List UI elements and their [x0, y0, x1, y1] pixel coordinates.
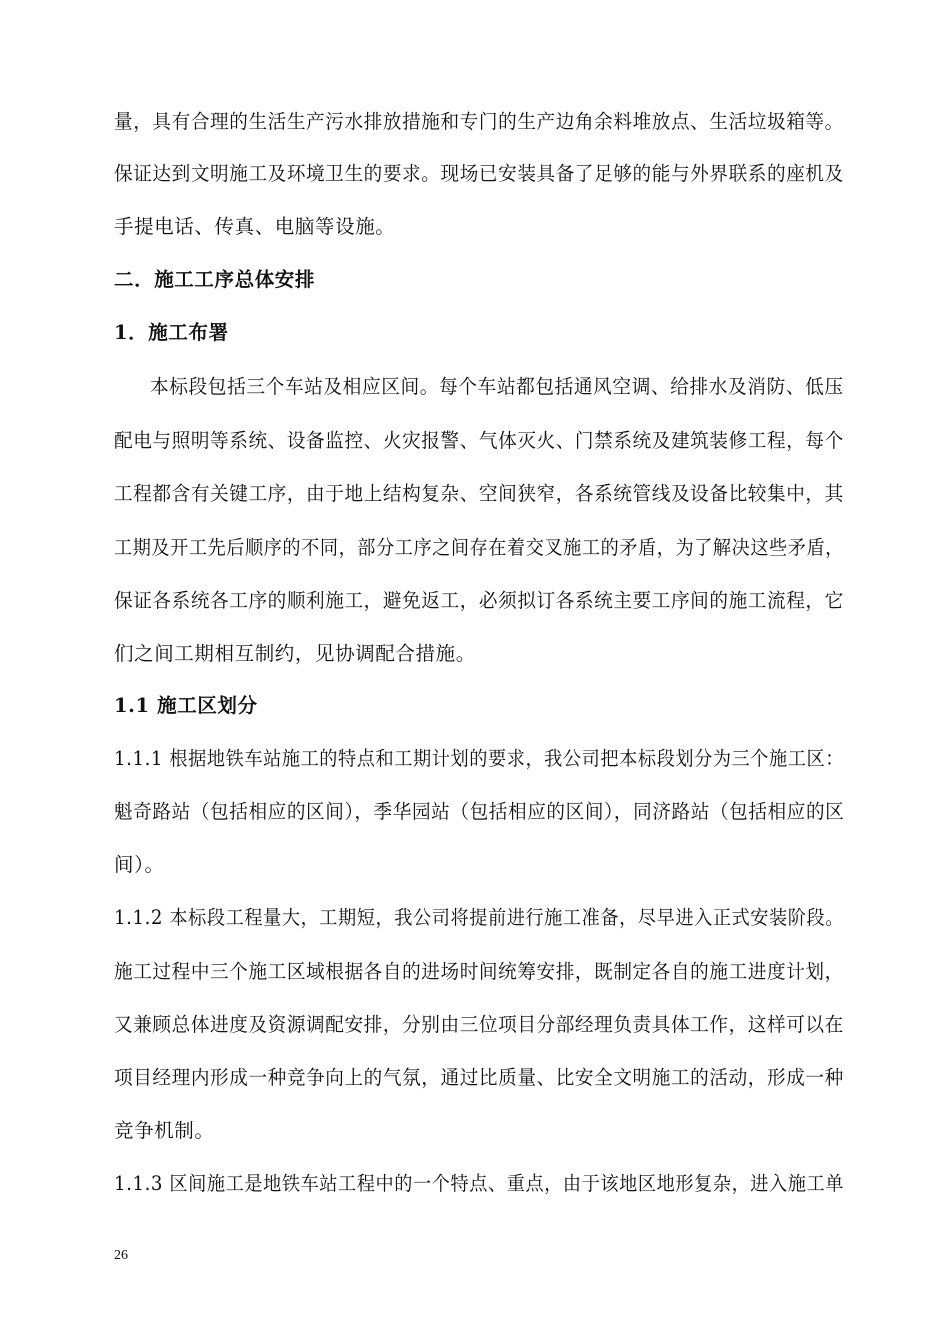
paragraph-line: 施工过程中三个施工区域根据各自的进场时间统筹安排，既制定各自的施工进度计划， [114, 960, 844, 983]
paragraph-line: 手提电话、传真、电脑等设施。 [114, 215, 396, 238]
paragraph-line: 项目经理内形成一种竞争向上的气氛，通过比质量、比安全文明施工的活动，形成一种 [114, 1066, 844, 1089]
paragraph-line: 竞争机制。 [114, 1119, 215, 1142]
paragraph-line: 1.1.3 区间施工是地铁车站工程中的一个特点、重点，由于该地区地形复杂，进入施工单 [114, 1172, 845, 1195]
paragraph-line: 工期及开工先后顺序的不同，部分工序之间存在着交叉施工的矛盾，为了解决这些矛盾， [114, 536, 844, 559]
paragraph-line: 魁奇路站（包括相应的区间），季华园站（包括相应的区间），同济路站（包括相应的区 [114, 800, 845, 823]
subsection-heading: 1.1 施工区划分 [114, 694, 258, 717]
page-number: 26 [114, 1248, 128, 1263]
paragraph-line: 保证各系统各工序的顺利施工，避免返工，必须拟订各系统主要工序间的施工流程，它 [114, 589, 844, 612]
paragraph-line: 配电与照明等系统、设备监控、火灾报警、气体灭火、门禁系统及建筑装修工程，每个 [114, 429, 844, 452]
subsection-heading: 1．施工布署 [114, 321, 229, 344]
paragraph-line: 们之间工期相互制约，见协调配合措施。 [114, 642, 476, 665]
paragraph-line: 1.1.1 根据地铁车站施工的特点和工期计划的要求，我公司把本标段划分为三个施工区： [114, 747, 845, 770]
paragraph-line: 保证达到文明施工及环境卫生的要求。现场已安装具备了足够的能与外界联系的座机及 [114, 162, 844, 185]
paragraph-line: 间）。 [114, 853, 165, 876]
section-heading: 二．施工工序总体安排 [114, 268, 316, 291]
paragraph-line: 本标段包括三个车站及相应区间。每个车站都包括通风空调、给排水及消防、低压 [150, 375, 844, 398]
paragraph-line: 工程都含有关键工序，由于地上结构复杂、空间狭窄，各系统管线及设备比较集中，其 [114, 482, 844, 505]
paragraph-line: 量，具有合理的生活生产污水排放措施和专门的生产边角余料堆放点、生活垃圾箱等。 [114, 110, 844, 133]
paragraph-line: 1.1.2 本标段工程量大，工期短，我公司将提前进行施工准备，尽早进入正式安装阶段。 [114, 906, 845, 929]
paragraph-line: 又兼顾总体进度及资源调配安排，分别由三位项目分部经理负责具体工作，这样可以在 [114, 1013, 844, 1036]
